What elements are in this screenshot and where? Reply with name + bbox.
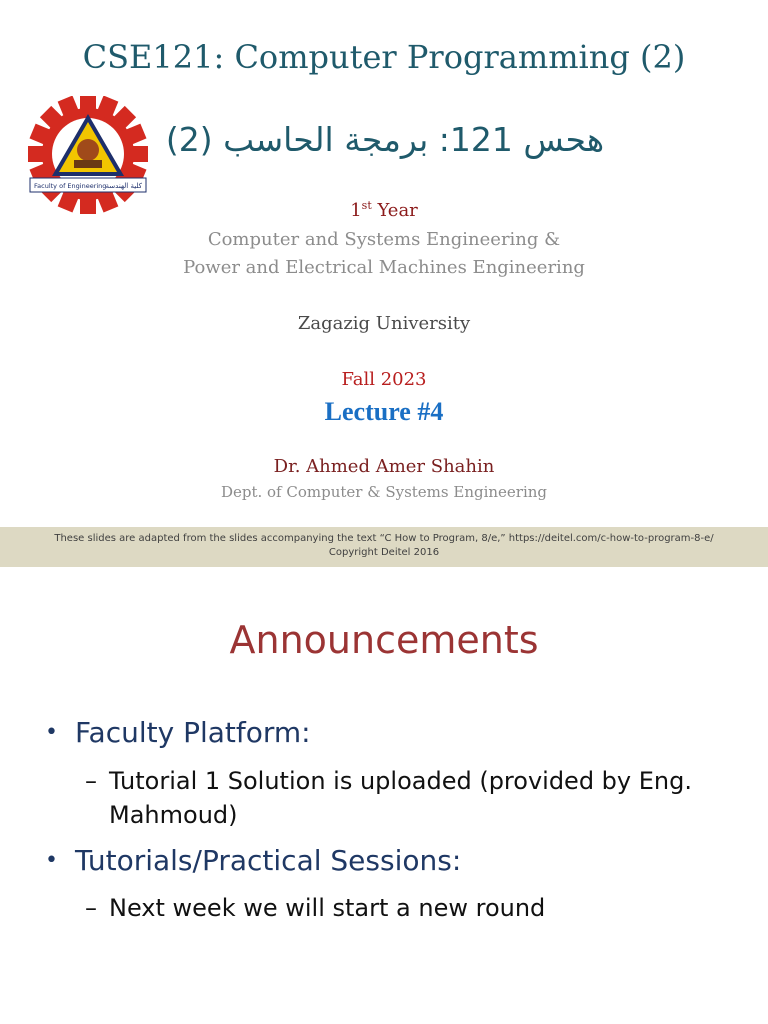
bullet-faculty-platform [45, 716, 311, 749]
lecturer-name: Dr. Ahmed Amer Shahin [273, 456, 495, 477]
department-line-1: Computer and Systems Engineering & [207, 229, 561, 250]
bullet-marker: • [45, 720, 58, 745]
study-year [0, 199, 768, 221]
bullet-tutorials-sessions [45, 844, 461, 877]
sub-bullet-tutorial-solution [85, 764, 745, 832]
credits-line-2: Copyright Deitel 2016 [328, 547, 440, 558]
bullet-text: Faculty Platform: [75, 716, 311, 749]
faculty-logo-icon [22, 96, 160, 214]
course-title: CSE121: Computer Programming (2) [82, 38, 686, 76]
department-line-2: Power and Electrical Machines Engineering [183, 257, 585, 278]
year-suffix: st [361, 199, 372, 212]
sub-bullet-text: Next week we will start a new round [109, 894, 546, 922]
sub-bullet-new-round [85, 891, 745, 925]
announcements-slide [0, 568, 768, 1024]
dash-marker: – [85, 767, 97, 795]
bullet-marker: • [45, 848, 58, 873]
bullet-text: Tutorials/Practical Sessions: [75, 844, 462, 877]
lecturer-department: Dept. of Computer & Systems Engineering [220, 483, 548, 501]
year-word: Year [371, 200, 418, 221]
credits-banner [0, 527, 768, 567]
arabic-course-title: هحس 121: برمجة الحاسب (2) [165, 120, 605, 159]
credits-line-1: These slides are adapted from the slides accompanying the text “C How to Program, 8/e,” https://deitel.com/c-how-to-program-8-e/ [54, 533, 714, 544]
year-number: 1 [350, 200, 362, 221]
announcements-title: Announcements [229, 618, 539, 662]
logo-text-ar: كلية الهندسة [105, 182, 142, 190]
term-label: Fall 2023 [341, 369, 427, 390]
logo-text-en: Faculty of Engineering [34, 182, 107, 190]
university-name: Zagazig University [297, 313, 471, 334]
sub-bullet-text: Tutorial 1 Solution is uploaded (provided by Eng. Mahmoud) [109, 767, 692, 829]
lecture-number: Lecture #4 [324, 397, 444, 426]
dash-marker: – [85, 894, 97, 922]
